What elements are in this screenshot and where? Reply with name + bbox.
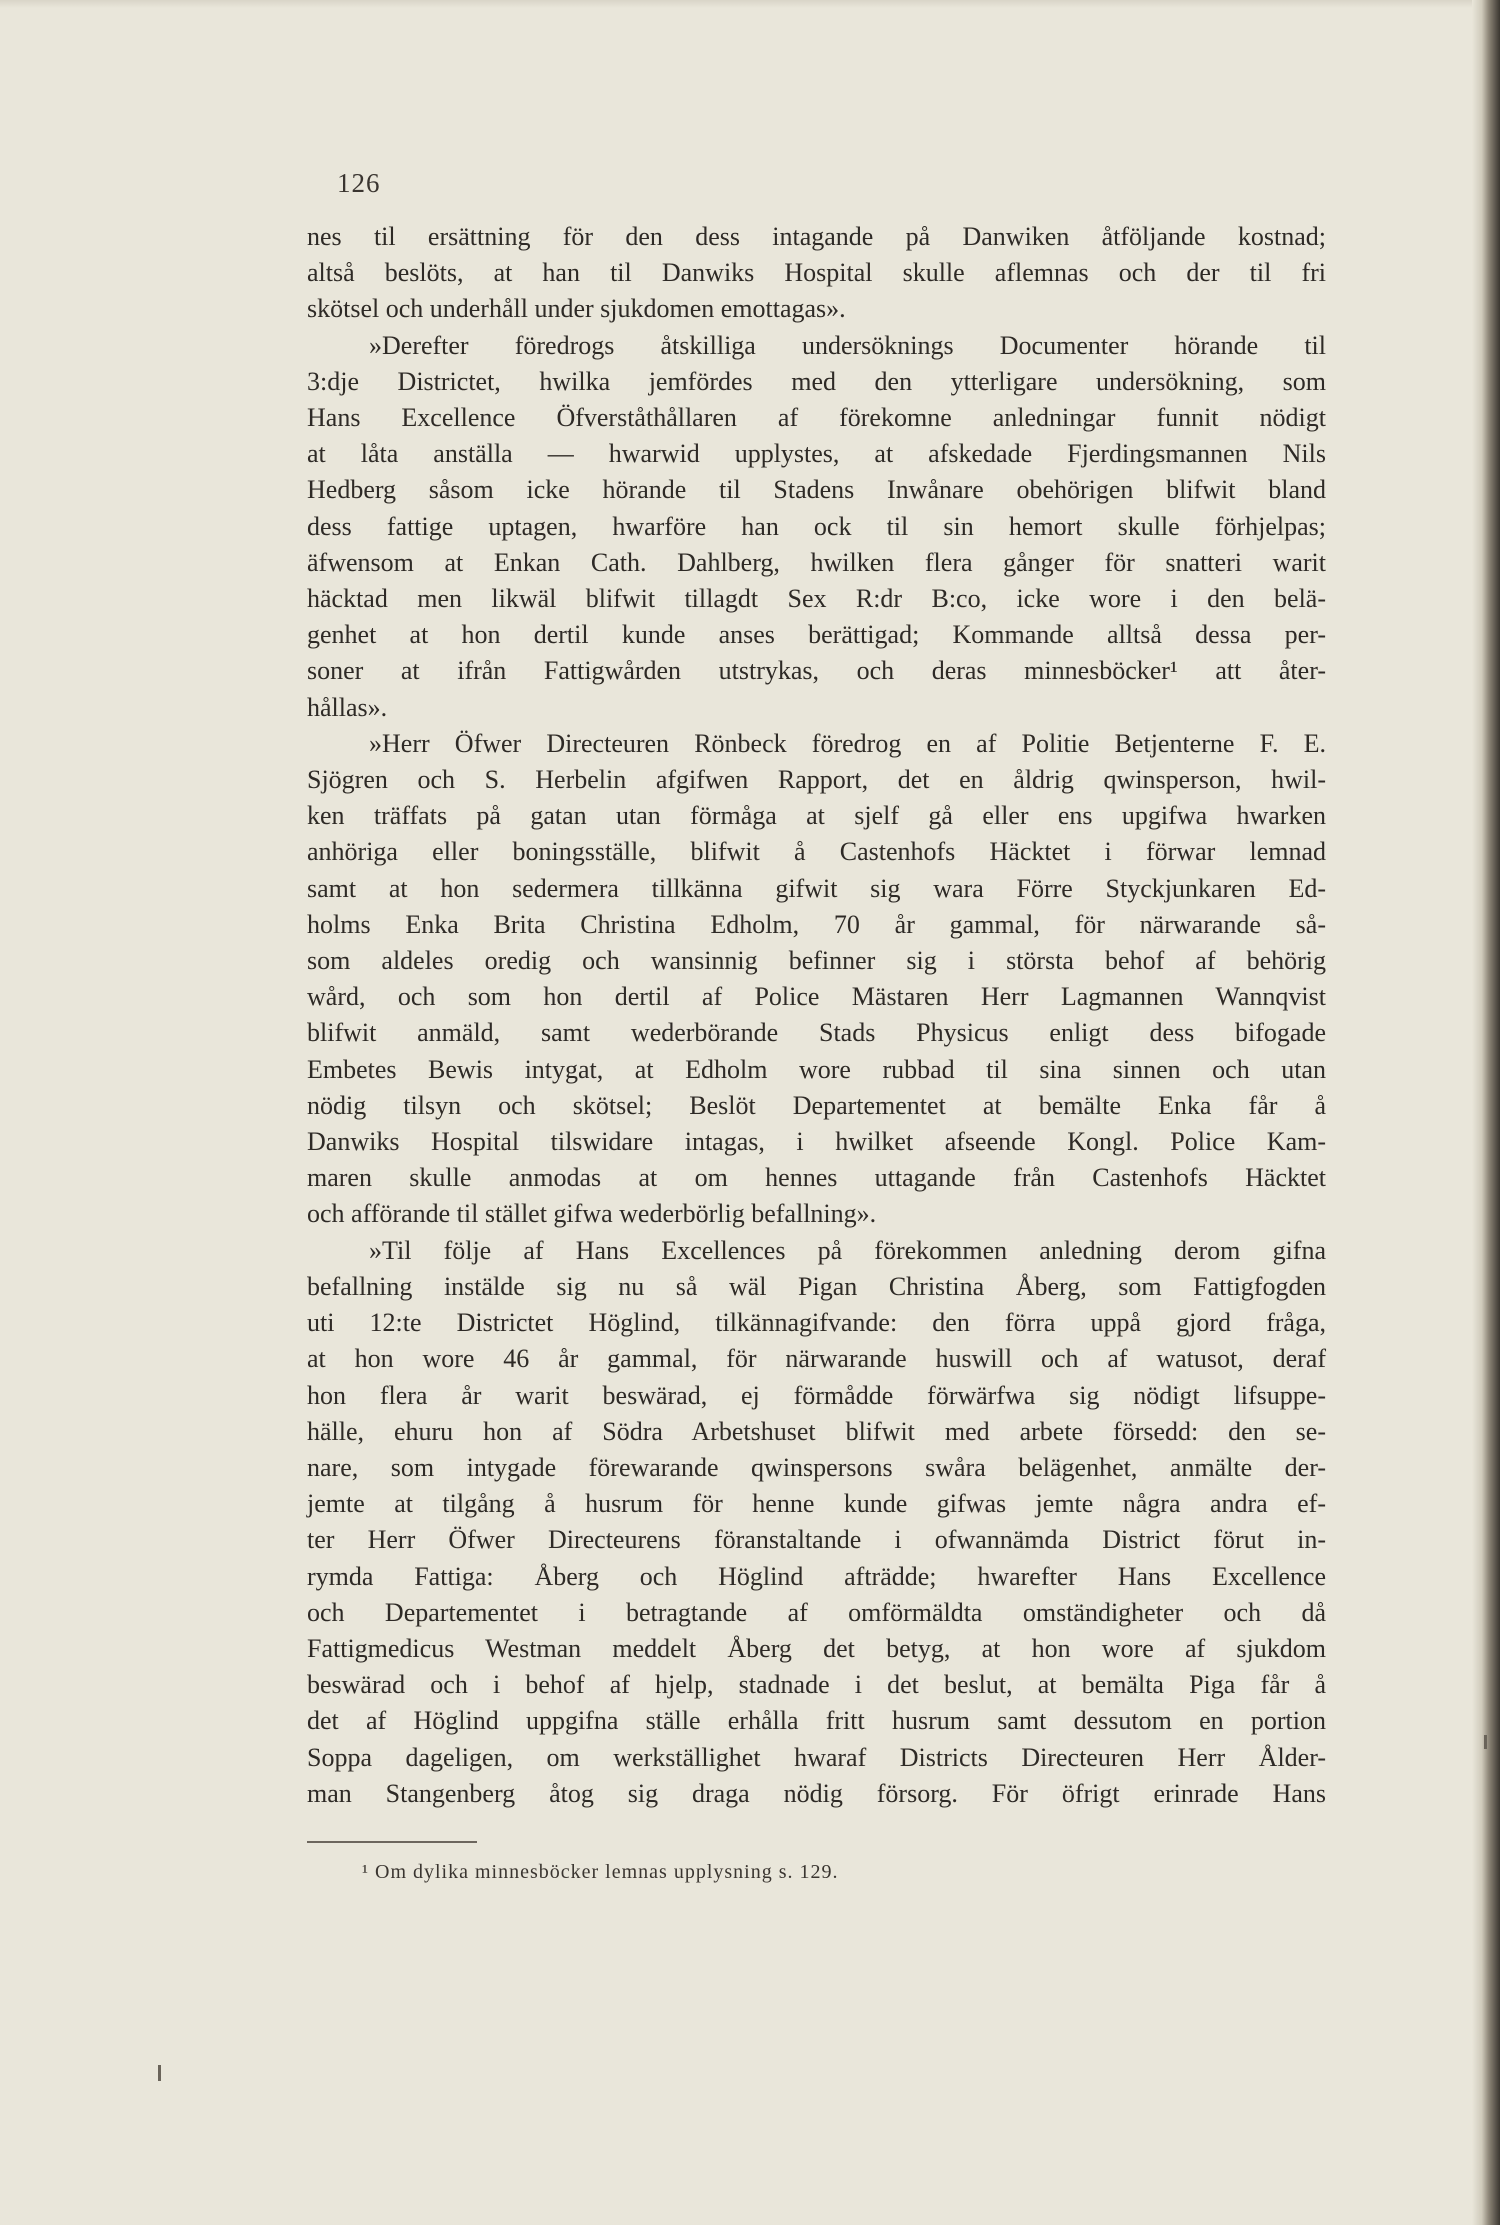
text-line: ter Herr Öfwer Directeurens föranstaltande i ofwannämda District förut in- <box>307 1525 1326 1555</box>
text-line: Hans Excellence Öfverståthållaren af förekomne anledningar funnit nödigt <box>307 403 1326 433</box>
text-line: »Herr Öfwer Directeuren Rönbeck föredrog en af Politie Betjenterne F. E. <box>369 728 1326 758</box>
text-line: man Stangenberg åtog sig draga nödig försorg. För öfrigt erinrade Hans <box>307 1778 1326 1808</box>
text-line: »Til följe af Hans Excellences på förekommen anledning derom gifna <box>369 1235 1326 1265</box>
scan-speck <box>1484 1735 1487 1749</box>
text-line: at hon wore 46 år gammal, för närwarande huswill och af watusot, deraf <box>307 1344 1326 1374</box>
text-line: Soppa dageligen, om werkställighet hwaraf Districts Directeuren Herr Ålder- <box>307 1742 1326 1772</box>
footnote-divider <box>307 1841 477 1843</box>
text-line: häcktad men likwäl blifwit tillagdt Sex R:dr B:co, icke wore i den belä- <box>307 584 1326 614</box>
text-line: anhöriga eller boningsställe, blifwit å Castenhofs Häcktet i förwar lemnad <box>307 837 1326 867</box>
text-line: altså beslöts, at han til Danwiks Hospital skulle aflemnas och der til fri <box>307 258 1326 288</box>
body-text <box>307 219 1326 1812</box>
text-line: genhet at hon dertil kunde anses berättigad; Kommande alltså dessa per- <box>307 620 1326 650</box>
page-top-edge <box>0 0 1500 8</box>
text-line: hälle, ehuru hon af Södra Arbetshuset blifwit med arbete försedd: den se- <box>307 1416 1326 1446</box>
text-line: holms Enka Brita Christina Edholm, 70 år gammal, för närwarande så- <box>307 909 1326 939</box>
text-line: beswärad och i behof af hjelp, stadnade i det beslut, at bemälta Piga får å <box>307 1670 1326 1700</box>
text-line: nare, som intygade förewarande qwinspersons swåra belägenhet, anmälte der- <box>307 1452 1326 1482</box>
text-line: »Derefter föredrogs åtskilliga undersöknings Documenter hörande til <box>369 330 1326 360</box>
text-line: ken träffats på gatan utan förmåga at sjelf gå eller ens upgifwa hwarken <box>307 801 1326 831</box>
text-line: befallning instälde sig nu så wäl Pigan Christina Åberg, som Fattigfogden <box>307 1271 1326 1301</box>
text-line: och afförande til stället gifwa wederbörlig befallning». <box>307 1199 877 1229</box>
text-line: uti 12:te Districtet Höglind, tilkännagifvande: den förra uppå gjord fråga, <box>307 1308 1326 1338</box>
text-line: Embetes Bewis intygat, at Edholm wore rubbad til sina sinnen och utan <box>307 1054 1326 1084</box>
text-line: Danwiks Hospital tilswidare intagas, i hwilket afseende Kongl. Police Kam- <box>307 1127 1326 1157</box>
text-line: Hedberg såsom icke hörande til Stadens Inwånare obehörigen blifwit bland <box>307 475 1326 505</box>
text-line: äfwensom at Enkan Cath. Dahlberg, hwilken flera gånger för snatteri warit <box>307 547 1326 577</box>
text-line: det af Höglind uppgifna ställe erhålla fritt husrum samt dessutom en portion <box>307 1706 1326 1736</box>
text-line: jemte at tilgång å husrum för henne kunde gifwas jemte några andra ef- <box>307 1489 1326 1519</box>
text-line: dess fattige uptagen, hwarföre han ock til sin hemort skulle förhjelpas; <box>307 511 1326 541</box>
text-line: wård, och som hon dertil af Police Mästaren Herr Lagmannen Wannqvist <box>307 982 1326 1012</box>
footnote: ¹ Om dylika minnesböcker lemnas upplysning s. 129. <box>362 1861 839 1883</box>
page-binding-shadow <box>1472 0 1500 2225</box>
text-line: och Departementet i betragtande af omförmäldta omständigheter och då <box>307 1597 1326 1627</box>
text-line: Fattigmedicus Westman meddelt Åberg det betyg, at hon wore af sjukdom <box>307 1633 1326 1663</box>
text-line: Sjögren och S. Herbelin afgifwen Rapport, det en åldrig qwinsperson, hwil- <box>307 765 1326 795</box>
text-line: som aldeles oredig och wansinnig befinner sig i största behof af behörig <box>307 946 1326 976</box>
text-line: soner at ifrån Fattigwården utstrykas, och deras minnesböcker¹ att åter- <box>307 656 1326 686</box>
scan-speck <box>158 2065 161 2081</box>
text-line: 3:dje Districtet, hwilka jemfördes med den ytterligare undersökning, som <box>307 366 1326 396</box>
text-line: nödig tilsyn och skötsel; Beslöt Departementet at bemälte Enka får å <box>307 1090 1326 1120</box>
text-line: blifwit anmäld, samt wederbörande Stads Physicus enligt dess bifogade <box>307 1018 1326 1048</box>
text-line: at låta anställa — hwarwid upplystes, at afskedade Fjerdingsmannen Nils <box>307 439 1326 469</box>
text-line: skötsel och underhåll under sjukdomen emottagas». <box>307 294 846 324</box>
text-line: samt at hon sedermera tillkänna gifwit sig wara Förre Styckjunkaren Ed- <box>307 873 1326 903</box>
page-number: 126 <box>337 168 381 198</box>
text-line: maren skulle anmodas at om hennes uttagande från Castenhofs Häcktet <box>307 1163 1326 1193</box>
text-line: nes til ersättning för den dess intagande på Danwiken åtföljande kostnad; <box>307 222 1326 251</box>
text-line: hållas». <box>307 692 388 722</box>
text-line: rymda Fattiga: Åberg och Höglind afträdde; hwarefter Hans Excellence <box>307 1561 1326 1591</box>
text-line: hon flera år warit beswärad, ej förmådde förwärfwa sig nödigt lifsuppe- <box>307 1380 1326 1410</box>
